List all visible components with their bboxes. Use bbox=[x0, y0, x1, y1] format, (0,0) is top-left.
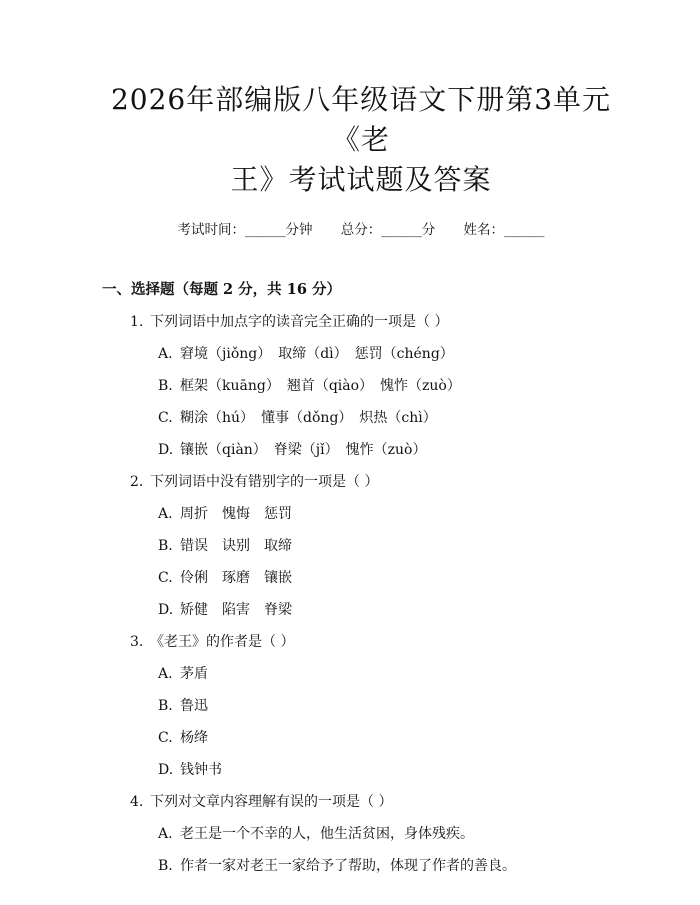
option-text: 周折 愧悔 惩罚 bbox=[180, 506, 292, 522]
option bbox=[102, 594, 620, 626]
option bbox=[102, 530, 620, 562]
option-text: 伶俐 琢磨 镶嵌 bbox=[180, 570, 292, 586]
option bbox=[102, 722, 620, 754]
question-number: 4. bbox=[130, 794, 144, 810]
question-stem bbox=[102, 626, 620, 658]
question-text: 下列词语中没有错别字的一项是（ ） bbox=[150, 474, 379, 490]
option-letter: D. bbox=[158, 602, 174, 618]
question-number: 3. bbox=[130, 634, 144, 650]
option-letter: B. bbox=[158, 698, 173, 714]
option bbox=[102, 850, 620, 882]
option-text: 错误 诀别 取缔 bbox=[180, 538, 292, 554]
option-letter: C. bbox=[158, 730, 173, 746]
option-text: 窘境（jiǒng） 取缔（dì） 惩罚（chéng） bbox=[180, 346, 454, 362]
option-list bbox=[102, 658, 620, 786]
option bbox=[102, 338, 620, 370]
score-blank: ______ bbox=[381, 222, 422, 238]
option bbox=[102, 498, 620, 530]
exam-time-label: 考试时间： bbox=[177, 222, 245, 238]
option bbox=[102, 562, 620, 594]
exam-time-unit: 分钟 bbox=[285, 222, 313, 238]
question-number: 2. bbox=[130, 474, 144, 490]
option-letter: A. bbox=[158, 826, 173, 842]
option-list bbox=[102, 498, 620, 626]
option-letter: D. bbox=[158, 762, 174, 778]
option-text: 茅盾 bbox=[180, 666, 208, 682]
option-letter: C. bbox=[158, 410, 173, 426]
option-letter: C. bbox=[158, 570, 173, 586]
score-label: 总分： bbox=[340, 222, 382, 238]
exam-time bbox=[177, 222, 316, 238]
question bbox=[102, 466, 620, 626]
question bbox=[102, 786, 620, 882]
option-text: 框架（kuāng） 翘首（qiào） 愧怍（zuò） bbox=[180, 378, 461, 394]
option-text: 作者一家对老王一家给予了帮助，体现了作者的善良。 bbox=[180, 858, 516, 874]
option-list bbox=[102, 818, 620, 882]
total-score bbox=[341, 222, 440, 238]
exam-meta bbox=[102, 220, 620, 240]
question-text: 下列词语中加点字的读音完全正确的一项是（ ） bbox=[150, 314, 449, 330]
question-stem bbox=[102, 306, 620, 338]
question bbox=[102, 306, 620, 466]
section-title: 一、选择题（每题 2 分，共 16 分） bbox=[102, 281, 341, 298]
option-list bbox=[102, 338, 620, 466]
option-text: 矫健 陷害 脊梁 bbox=[180, 602, 292, 618]
option-letter: D. bbox=[158, 442, 174, 458]
title-line-2: 王》考试试题及答案 bbox=[230, 163, 492, 196]
option bbox=[102, 370, 620, 402]
exam-title bbox=[102, 0, 620, 200]
option-letter: B. bbox=[158, 378, 173, 394]
option-text: 镶嵌（qiàn） 脊梁（jǐ） 愧怍（zuò） bbox=[180, 442, 427, 458]
option bbox=[102, 658, 620, 690]
question-text: 《老王》的作者是（ ） bbox=[150, 634, 295, 650]
option bbox=[102, 754, 620, 786]
option bbox=[102, 818, 620, 850]
option-letter: A. bbox=[158, 346, 173, 362]
option-text: 杨绛 bbox=[180, 730, 208, 746]
option bbox=[102, 402, 620, 434]
exam-time-blank: ______ bbox=[244, 222, 286, 238]
option-letter: A. bbox=[158, 506, 173, 522]
question-stem bbox=[102, 786, 620, 818]
option-letter: A. bbox=[158, 666, 173, 682]
option bbox=[102, 434, 620, 466]
student-name bbox=[464, 222, 545, 238]
question-number: 1. bbox=[130, 314, 144, 330]
question bbox=[102, 626, 620, 786]
option-text: 钱钟书 bbox=[180, 762, 222, 778]
option-letter: B. bbox=[158, 538, 173, 554]
question-text: 下列对文章内容理解有误的一项是（ ） bbox=[150, 794, 393, 810]
option-text: 老王是一个不幸的人，他生活贫困，身体残疾。 bbox=[180, 826, 474, 842]
name-blank: ______ bbox=[504, 222, 545, 238]
question-stem bbox=[102, 466, 620, 498]
option bbox=[102, 690, 620, 722]
title-line-1: 2026年部编版八年级语文下册第3单元《老 bbox=[110, 83, 612, 156]
score-unit: 分 bbox=[421, 222, 436, 238]
name-label: 姓名： bbox=[463, 222, 505, 238]
option-text: 鲁迅 bbox=[180, 698, 208, 714]
option-text: 糊涂（hú） 懂事（dǒng） 炽热（chì） bbox=[180, 410, 437, 426]
option-letter: B. bbox=[158, 858, 173, 874]
